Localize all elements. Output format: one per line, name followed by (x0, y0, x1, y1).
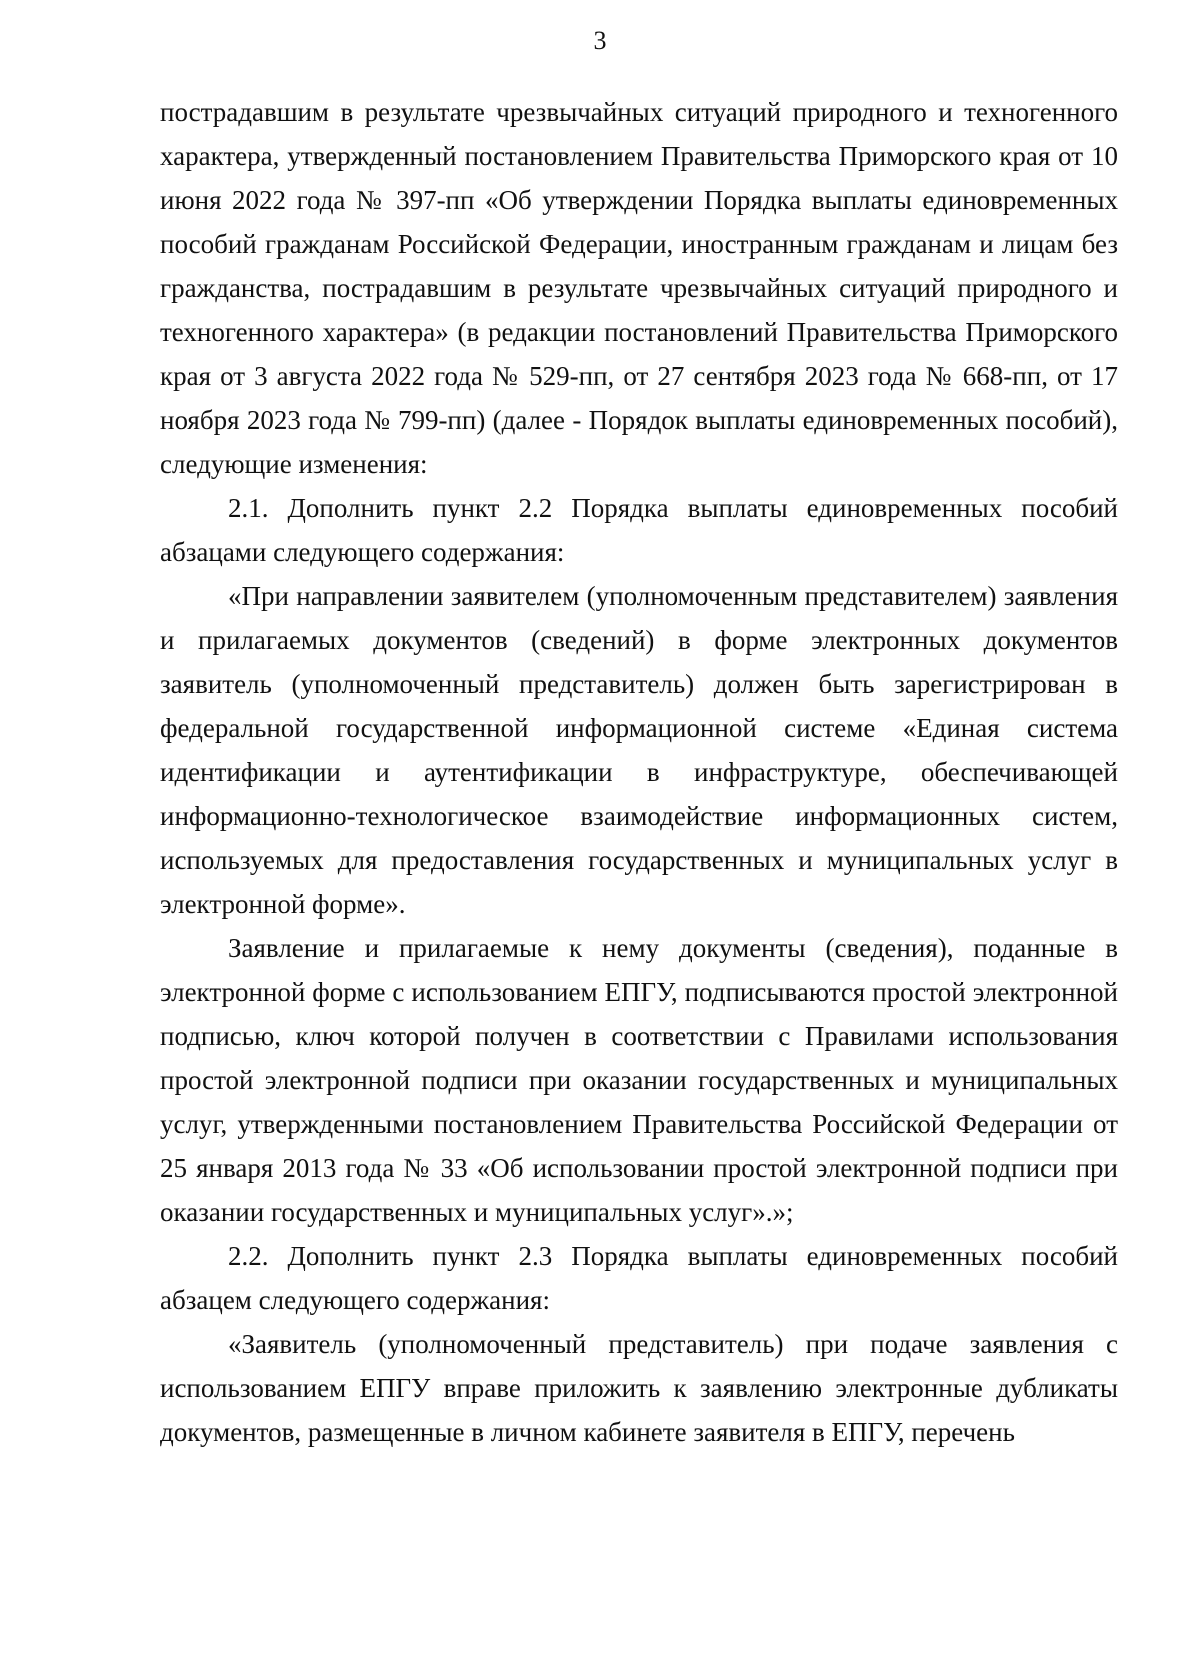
paragraph-quote-duplicates: «Заявитель (уполномоченный представитель) при подаче заявления с использованием ЕПГУ вправе приложить к заявлению электронные дубликаты документов, размещенные в личном кабинете заявителя в ЕПГУ, перечень (160, 1329, 1118, 1447)
paragraph-quote-registration: «При направлении заявителем (уполномоченным представителем) заявления и прилагаемых документов (сведений) в форме электронных документов заявитель (уполномоченный представитель) должен быть зарегистрирован в федеральной государственной информационной системе «Единая система идентификации и аутентификации в инфраструктуре, обеспечивающей информационно-технологическое взаимодействие информационных систем, используемых для предоставления государственных и муниципальных услуг в электронной форме». (160, 581, 1118, 919)
page-number: 3 (593, 26, 607, 55)
paragraph-item-2-1: 2.1. Дополнить пункт 2.2 Порядка выплаты единовременных пособий абзацами следующего содержания: (160, 493, 1118, 567)
paragraph-electronic-signature: Заявление и прилагаемые к нему документы (сведения), поданные в электронной форме с использованием ЕПГУ, подписываются простой электронной подписью, ключ которой получен в соответствии с Правилами использования простой электронной подписи при оказании государственных и муниципальных услуг, утвержденными постановлением Правительства Российской Федерации от 25 января 2013 года № 33 «Об использовании простой электронной подписи при оказании государственных и муниципальных услуг».»; (160, 933, 1118, 1227)
paragraph-continuation: пострадавшим в результате чрезвычайных ситуаций природного и техногенного характера, утвержденный постановлением Правительства Приморского края от 10 июня 2022 года № 397-пп «Об утверждении Порядка выплаты единовременных пособий гражданам Российской Федерации, иностранным гражданам и лицам без гражданства, пострадавшим в результате чрезвычайных ситуаций природного и техногенного характера» (в редакции постановлений Правительства Приморского края от 3 августа 2022 года № 529-пп, от 27 сентября 2023 года № 668-пп, от 17 ноября 2023 года № 799-пп) (далее - Порядок выплаты единовременных пособий), следующие изменения: (160, 97, 1118, 479)
document-body (160, 90, 1118, 1454)
paragraph-item-2-2: 2.2. Дополнить пункт 2.3 Порядка выплаты единовременных пособий абзацем следующего содержания: (160, 1241, 1118, 1315)
